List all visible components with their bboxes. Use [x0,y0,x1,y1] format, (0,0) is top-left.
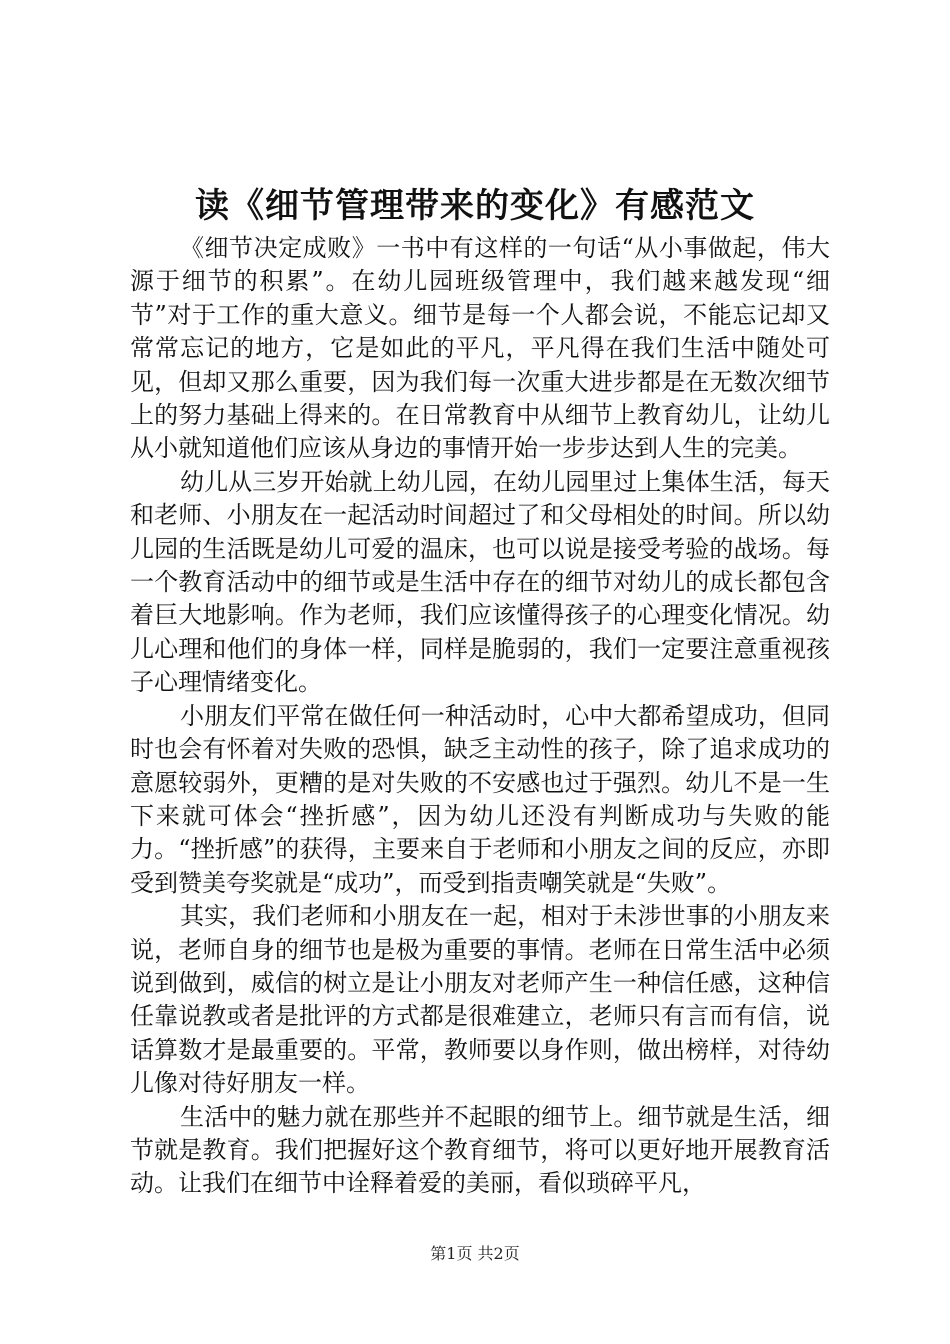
body-paragraph: 生活中的魅力就在那些并不起眼的细节上。细节就是生活，细节就是教育。我们把握好这个教育细节，将可以更好地开展教育活动。让我们在细节中诠释着爱的美丽，看似琐碎平凡， [130,1102,830,1198]
page-footer [0,1243,950,1265]
document-title: 读《细节管理带来的变化》有感范文 [195,186,755,226]
body-paragraph: 幼儿从三岁开始就上幼儿园，在幼儿园里过上集体生活，每天和老师、小朋友在一起活动时间超过了和父母相处的时间。所以幼儿园的生活既是幼儿可爱的温床，也可以说是接受考验的战场。每一个教育活动中的细节或是生活中存在的细节对幼儿的成长都包含着巨大地影响。作为老师，我们应该懂得孩子的心理变化情况。幼儿心理和他们的身体一样，同样是脆弱的，我们一定要注意重视孩子心理情绪变化。 [130,467,830,697]
document-body [130,232,830,1201]
body-paragraph: 《细节决定成败》一书中有这样的一句话“从小事做起，伟大源于细节的积累”。在幼儿园班级管理中，我们越来越发现“细节”对于工作的重大意义。细节是每一个人都会说，不能忘记却又常常忘记的地方，它是如此的平凡，平凡得在我们生活中随处可见，但却又那么重要，因为我们每一次重大进步都是在无数次细节上的努力基础上得来的。在日常教育中从细节上教育幼儿，让幼儿从小就知道他们应该从身边的事情开始一步步达到人生的完美。 [130,234,830,463]
page-number-label: 第1页 共2页 [430,1244,520,1263]
body-paragraph: 其实，我们老师和小朋友在一起，相对于未涉世事的小朋友来说，老师自身的细节也是极为重要的事情。老师在日常生活中必须说到做到，威信的树立是让小朋友对老师产生一种信任感，这种信任靠说教或者是批评的方式都是很难建立，老师只有言而有信，说话算数才是最重要的。平常，教师要以身作则，做出榜样，对待幼儿像对待好朋友一样。 [130,902,830,1098]
body-paragraph: 小朋友们平常在做任何一种活动时，心中大都希望成功，但同时也会有怀着对失败的恐惧，缺乏主动性的孩子，除了追求成功的意愿较弱外，更糟的是对失败的不安感也过于强烈。幼儿不是一生下来就可体会“挫折感”，因为幼儿还没有判断成功与失败的能力。“挫折感”的获得，主要来自于老师和小朋友之间的反应，亦即受到赞美夸奖就是“成功”，而受到指责嘲笑就是“失败”。 [130,701,830,897]
